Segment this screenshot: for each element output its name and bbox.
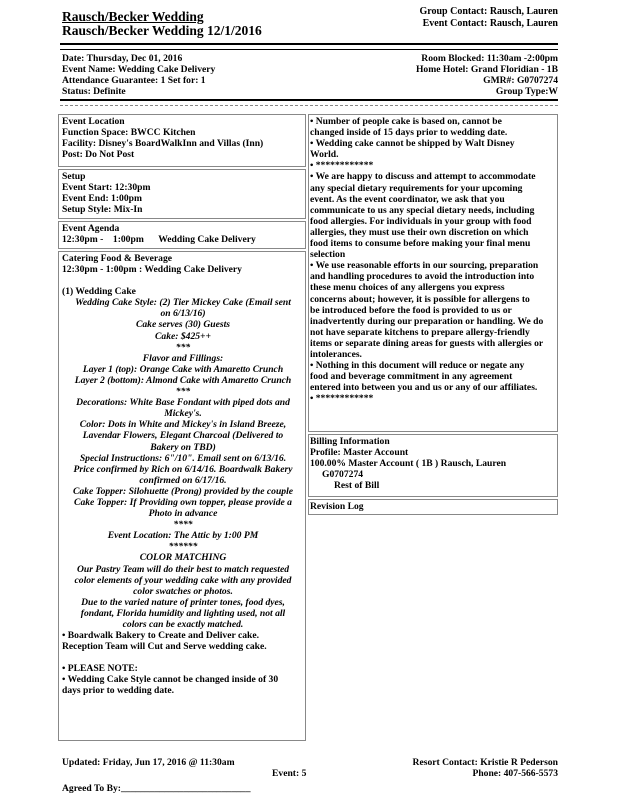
billing-section	[310, 436, 506, 491]
title-line-2: Rausch/Becker Wedding 12/1/2016	[62, 23, 262, 38]
note-line: • Wedding cake cannot be shipped by Walt Disney	[310, 138, 515, 150]
agenda-section	[62, 223, 256, 245]
cake-line: ***	[175, 341, 191, 353]
cake-line: Decorations: White Base Fondant with piped dots and	[76, 397, 290, 409]
attendance-guarantee: Attendance Guarantee: 1 Set for: 1	[62, 75, 206, 86]
cake-line: Due to the varied nature of printer tones, food dyes,	[81, 596, 285, 608]
note-line: inadvertently during our preparation or handling. We do	[310, 315, 544, 327]
agenda-time: 12:30pm - 1:00pm	[62, 234, 144, 246]
billing-profile: Profile: Master Account	[310, 447, 409, 459]
cake-line: Cake serves (30) Guests	[135, 319, 231, 331]
group-type: Group Type:W	[495, 86, 558, 97]
event-status: Status: Definite	[62, 86, 126, 97]
event-info-left	[62, 53, 215, 97]
event-contact: Event Contact: Rausch, Lauren	[422, 18, 558, 29]
event-name: Event Name: Wedding Cake Delivery	[62, 64, 216, 75]
setup-style: Setup Style: Mix-In	[62, 204, 143, 216]
document-title	[62, 10, 262, 38]
bullet-please-note: • PLEASE NOTE:	[62, 663, 138, 675]
cake-line: Flavor and Fillings:	[142, 352, 224, 364]
revision-section	[310, 501, 364, 512]
note-line: items or separate dining areas for guests with allergies or	[310, 337, 544, 349]
cake-line: ***	[175, 386, 191, 398]
event-start: Event Start: 12:30pm	[62, 182, 151, 194]
header-rule-top	[60, 43, 558, 45]
note-line: changed inside of 15 days prior to wedding date.	[310, 127, 508, 139]
cake-line: colors can be exactly matched.	[122, 619, 244, 630]
cake-line: confirmed on 6/17/16.	[139, 474, 227, 486]
agenda-title: Event Agenda	[62, 223, 120, 234]
title-line-1: Rausch/Becker Wedding	[62, 9, 204, 24]
cake-line: Layer 1 (top): Orange Cake with Amaretto Crunch	[82, 363, 284, 375]
note-line: food items to consume before making your final menu	[310, 238, 531, 250]
cake-line: color elements of your wedding cake with any provided	[74, 574, 292, 586]
agreed-to-by: Agreed To By:___________________________	[62, 783, 251, 794]
cake-line: color swatches or photos.	[133, 585, 233, 597]
note-line: food allergies. For individuals in your group with food	[310, 215, 532, 227]
cake-line: Cake Topper: If Providing own topper, please provide a	[74, 496, 292, 508]
note-line: allergies, they must use their own discretion on which	[310, 226, 529, 238]
note-line: • ************	[310, 393, 374, 405]
event-location-section	[62, 116, 263, 160]
cake-line: Wedding Cake Style: (2) Tier Mickey Cake (Email sent	[75, 297, 291, 309]
event-date: Date: Thursday, Dec 01, 2016	[62, 53, 183, 64]
cake-line: Bakery on TBD)	[150, 441, 216, 453]
cake-item-title: (1) Wedding Cake	[62, 286, 136, 298]
revision-title: Revision Log	[310, 501, 364, 512]
note-line: • Number of people cake is based on, cannot be	[310, 116, 502, 127]
event-number: Event: 5	[272, 768, 307, 779]
note-line: • Nothing in this document will reduce or negate any	[310, 360, 525, 372]
note-line: be introduced before the food is provided to us or	[310, 304, 512, 316]
gmr-number: GMR#: G0707274	[483, 75, 558, 86]
resort-contact: Resort Contact: Kristie R Pederson	[412, 757, 558, 768]
bullet-bakery-cont: Reception Team will Cut and Serve wedding cake.	[62, 641, 267, 653]
note-line: food and beverage commitment in any agreement	[310, 371, 513, 383]
header-contacts	[419, 6, 558, 30]
note-line: World.	[310, 149, 339, 161]
setup-section	[62, 171, 150, 215]
catering-time-line: 12:30pm - 1:00pm : Wedding Cake Delivery	[62, 264, 242, 276]
resort-phone: Phone: 407-566-5573	[472, 768, 558, 779]
note-line: concerns about; however, it is possible for allergens to	[310, 293, 530, 305]
catering-section	[62, 253, 304, 697]
bullet-style-change-cont: days prior to wedding date.	[62, 685, 175, 697]
note-line: any special dietary requirements for your upcoming	[310, 182, 523, 194]
billing-gmr: G0707274	[322, 469, 364, 481]
cake-line: Our Pastry Team will do their best to match requested	[76, 563, 290, 575]
cake-line: COLOR MATCHING	[139, 552, 227, 564]
function-space: Function Space: BWCC Kitchen	[62, 127, 196, 139]
info-dash	[60, 105, 558, 106]
updated-date: Updated: Friday, Jun 17, 2016 @ 11:30am	[62, 757, 235, 768]
note-line: intolerances.	[310, 348, 362, 360]
cake-line: Color: Dots in White and Mickey's in Island Breeze,	[79, 419, 287, 431]
setup-title: Setup	[62, 171, 86, 182]
cake-line: Photo in advance	[148, 508, 218, 520]
note-line: • ************	[310, 160, 374, 172]
note-line: and handling procedures to avoid the introduction into	[310, 271, 535, 283]
note-line: not have separate kitchens to prepare allergy-friendly	[310, 326, 530, 338]
footer-right	[413, 757, 558, 779]
note-line: event. As the event coordinator, we ask that you	[310, 193, 505, 205]
room-blocked: Room Blocked: 11:30am -2:00pm	[421, 53, 558, 64]
agenda-row	[62, 234, 256, 245]
bullet-bakery: • Boardwalk Bakery to Create and Deliver cake.	[62, 630, 259, 642]
home-hotel: Home Hotel: Grand Floridian - 1B	[415, 64, 558, 75]
note-line: selection	[310, 249, 346, 261]
cake-line: Layer 2 (bottom): Almond Cake with Amaretto Crunch	[74, 374, 292, 386]
cake-line: ******	[168, 541, 198, 553]
catering-title: Catering Food & Beverage	[62, 253, 173, 264]
note-line: these menu choices of any allergens you express	[310, 282, 505, 294]
agenda-event-name: Wedding Cake Delivery	[158, 234, 256, 246]
cake-line: Event Location: The Attic by 1:00 PM	[107, 530, 259, 542]
cake-line: Special Instructions: 6"/10". Email sent on 6/13/16.	[79, 452, 287, 464]
event-info-right	[416, 53, 558, 97]
cake-line: Cake: $425++	[155, 330, 211, 342]
footer-left	[62, 757, 307, 794]
event-location-title: Event Location	[62, 116, 125, 127]
group-contact: Group Contact: Rausch, Lauren	[419, 6, 558, 17]
event-end: Event End: 1:00pm	[62, 193, 142, 205]
cake-line: fondant, Florida humidity and lighting used, not all	[80, 607, 286, 619]
cake-line: Lavendar Flowers, Elegant Charcoal (Delivered to	[82, 430, 284, 442]
note-line: entered into between you and us or any of our affiliates.	[310, 382, 538, 394]
cake-line: ****	[173, 519, 193, 531]
billing-account: 100.00% Master Account ( 1B ) Rausch, Lauren	[310, 458, 507, 470]
billing-title: Billing Information	[310, 436, 390, 447]
note-line: • We are happy to discuss and attempt to accommodate	[310, 171, 536, 183]
cake-line: Cake Topper: Silohuette (Prong) provided by the couple	[72, 485, 294, 497]
header-rule-bottom	[60, 49, 558, 50]
post: Post: Do Not Post	[62, 149, 135, 161]
facility: Facility: Disney's BoardWalkInn and Villas (Inn)	[62, 138, 264, 150]
bullet-style-change: • Wedding Cake Style cannot be changed inside of 30	[62, 674, 279, 686]
cake-line: on 6/13/16)	[160, 308, 206, 320]
billing-rest: Rest of Bill	[334, 480, 380, 492]
info-rule	[60, 99, 558, 101]
note-line: • We use reasonable efforts in our sourcing, preparation	[310, 260, 539, 272]
notes-section	[310, 116, 558, 404]
cake-line: Mickey's.	[164, 408, 202, 420]
cake-line: Price confirmed by Rich on 6/14/16. Boardwalk Bakery	[73, 463, 293, 475]
note-line: communicate to us any special dietary needs, including	[310, 204, 535, 216]
